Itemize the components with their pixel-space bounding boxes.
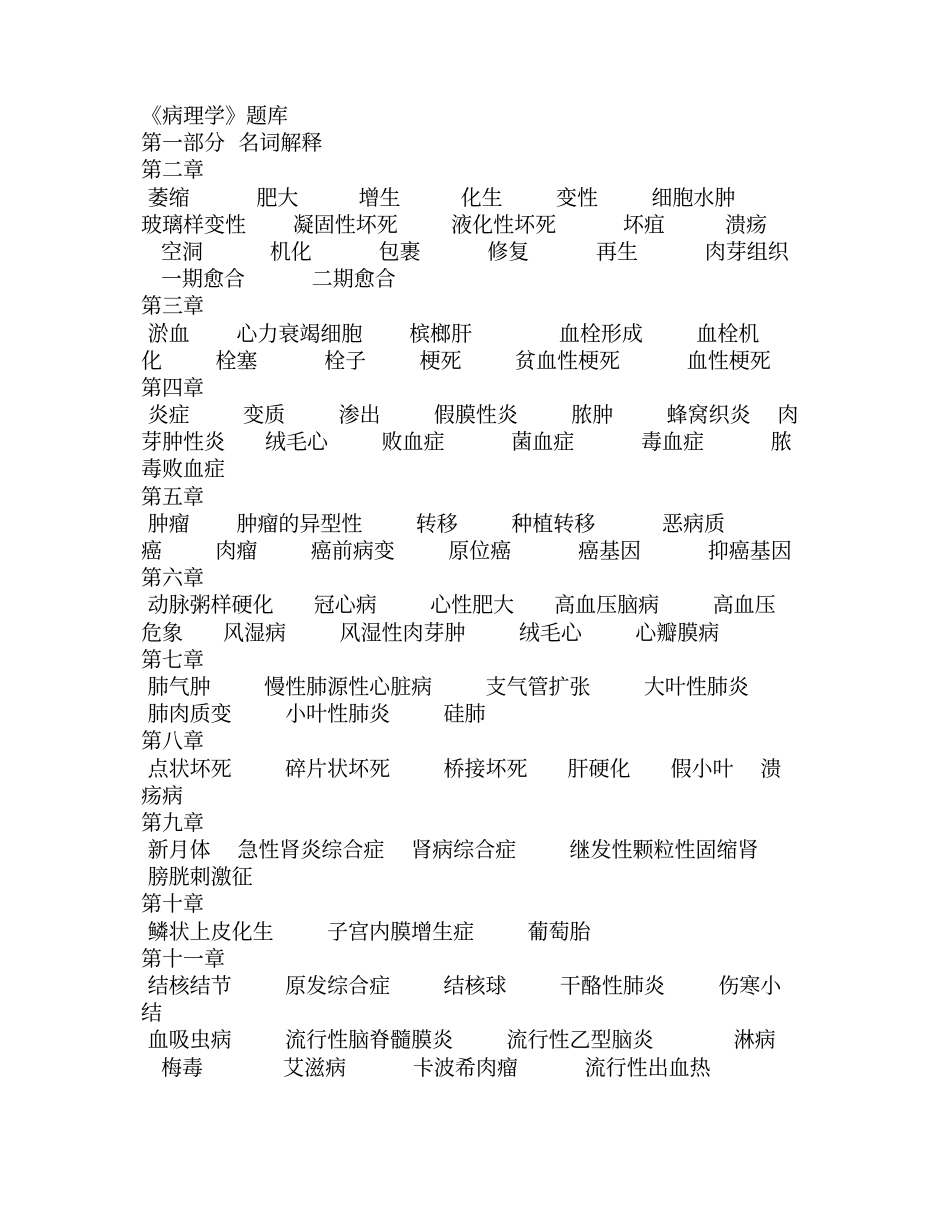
term-line: 化 栓塞 栓子 梗死 贫血性梗死 血性梗死 [141, 348, 771, 373]
term-line: 炎症 变质 渗出 假膜性炎 脓肿 蜂窝织炎 肉 [141, 403, 799, 428]
term-line: 一期愈合 二期愈合 [141, 267, 396, 292]
term-line: 空洞 机化 包裹 修复 再生 肉芽组织 [141, 239, 789, 264]
term-line: 点状坏死 碎片状坏死 桥接坏死 肝硬化 假小叶 溃 [141, 756, 782, 781]
term-line: 淤血 心力衰竭细胞 槟榔肝 血栓形成 血栓机 [141, 321, 760, 346]
chapter-heading: 第十一章 [141, 946, 225, 971]
chapter-heading: 第七章 [141, 647, 204, 672]
term-line: 动脉粥样硬化 冠心病 心性肥大 高血压脑病 高血压 [141, 593, 776, 618]
chapter-heading: 第四章 [141, 375, 204, 400]
term-line: 危象 风湿病 风湿性肉芽肿 绒毛心 心瓣膜病 [141, 620, 720, 645]
term-line: 鳞状上皮化生 子宫内膜增生症 葡萄胎 [141, 919, 591, 944]
document-body [141, 103, 811, 1082]
term-line: 新月体 急性肾炎综合症 肾病综合症 继发性颗粒性固缩肾 [141, 838, 759, 863]
chapter-heading: 第十章 [141, 892, 204, 917]
part-heading: 第一部分 名词解释 [141, 131, 323, 156]
term-line: 膀胱刺激征 [141, 865, 253, 890]
term-line: 萎缩 肥大 增生 化生 变性 细胞水肿 [141, 185, 736, 210]
chapter-heading: 第三章 [141, 294, 204, 319]
chapter-heading: 第二章 [141, 158, 204, 183]
term-line: 肺气肿 慢性肺源性心脏病 支气管扩张 大叶性肺炎 [141, 674, 749, 699]
term-line: 癌 肉瘤 癌前病变 原位癌 癌基因 抑癌基因 [141, 539, 792, 563]
term-line: 芽肿性炎 绒毛心 败血症 菌血症 毒血症 脓 [141, 430, 792, 455]
chapter-heading: 第六章 [141, 566, 204, 591]
term-line: 肿瘤 肿瘤的异型性 转移 种植转移 恶病质 [141, 511, 725, 536]
chapter-heading: 第九章 [141, 810, 204, 835]
chapter-heading: 第五章 [141, 484, 204, 509]
term-line: 结核结节 原发综合症 结核球 干酪性肺炎 伤寒小 [141, 974, 782, 998]
term-line: 肺肉质变 小叶性肺炎 硅肺 [141, 702, 486, 727]
chapter-heading: 第八章 [141, 729, 204, 754]
term-line: 血吸虫病 流行性脑脊髓膜炎 流行性乙型脑炎 淋病 [141, 1028, 776, 1053]
term-line: 玻璃样变性 凝固性坏死 液化性坏死 坏疽 溃疡 [141, 212, 767, 237]
term-line: 疡病 [141, 783, 183, 808]
term-line: 结 [141, 1001, 162, 1026]
document-title: 《病理学》题库 [141, 104, 288, 128]
term-line: 梅毒 艾滋病 卡波希肉瘤 流行性出血热 [141, 1055, 711, 1080]
term-line: 毒败血症 [141, 457, 225, 482]
